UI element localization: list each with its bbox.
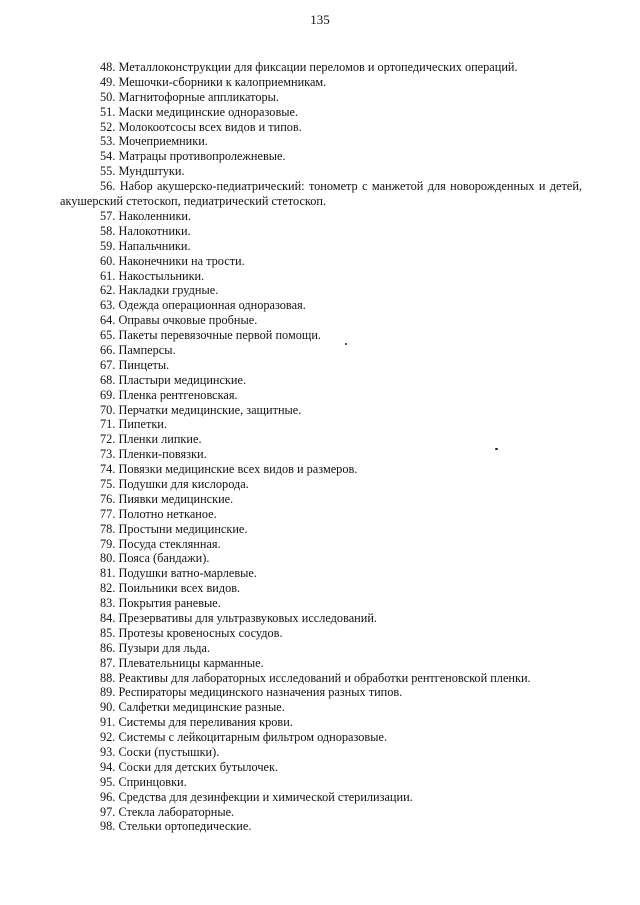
list-item: 77. Полотно нетканое.	[100, 506, 217, 521]
list-item: 48. Металлоконструкции для фиксации переломов и ортопедических операций.	[100, 60, 518, 74]
list-item: 93. Соски (пустышки).	[100, 745, 220, 759]
list-item: 55. Мундштуки.	[100, 164, 185, 179]
list-item: 89. Респираторы медицинского назначения разных типов.	[100, 685, 403, 700]
list-item: 51. Маски медицинские одноразовые.	[100, 104, 299, 119]
list-item: 72. Пленки липкие.	[100, 432, 202, 447]
scan-speck	[495, 448, 498, 450]
list-item: 65. Пакеты перевязочные первой помощи.	[100, 328, 322, 343]
list-item: 54. Матрацы противопролежневые.	[100, 149, 286, 164]
list-item: 76. Пиявки медицинские.	[100, 491, 234, 506]
list-item: 53. Мочеприемники.	[100, 134, 208, 149]
list-item: 79. Посуда стеклянная.	[100, 536, 221, 551]
list-item: 71. Пипетки.	[100, 417, 167, 432]
list-item: 83. Покрытия раневые.	[100, 596, 221, 611]
list-item: 73. Пленки-повязки.	[100, 447, 207, 462]
list-item: 59. Напальчники.	[100, 238, 191, 253]
list-item: 81. Подушки ватно-марлевые.	[100, 566, 257, 581]
list-item: 66. Памперсы.	[100, 342, 176, 357]
list-item: 50. Магнитофорные аппликаторы.	[100, 89, 279, 104]
list-item: 67. Пинцеты.	[100, 357, 170, 372]
list-item: 60. Наконечники на трости.	[100, 253, 245, 268]
list-item: 90. Салфетки медицинские разные.	[100, 700, 285, 715]
list-item: 84. Презервативы для ультразвуковых исследований.	[100, 610, 377, 625]
list-item: 98. Стельки ортопедические.	[100, 819, 252, 834]
list-item: 80. Пояса (бандажи).	[100, 551, 210, 566]
list-item: 82. Поильники всех видов.	[100, 581, 241, 596]
list-item: 75. Подушки для кислорода.	[100, 476, 249, 491]
list-item: 64. Оправы очковые пробные.	[100, 313, 258, 328]
list-item: 70. Перчатки медицинские, защитные.	[100, 402, 302, 417]
list-item: 92. Системы с лейкоцитарным фильтром одноразовые.	[100, 730, 388, 745]
list-item: 88. Реактивы для лабораторных исследований и обработки рентгеновской пленки.	[100, 670, 531, 685]
list-item: 62. Накладки грудные.	[100, 283, 219, 298]
list-item: 56. Набор акушерско-педиатрический: тонометр с манжетой для новорожденных и детей, акушерский стетоскоп, педиатрический стетоскоп.	[60, 179, 582, 209]
list-item: 94. Соски для детских бутылочек.	[100, 759, 279, 774]
item-list	[60, 60, 582, 834]
list-item: 97. Стекла лабораторные.	[100, 804, 235, 819]
list-item: 61. Накостыльники.	[100, 268, 205, 283]
list-item: 69. Пленка рентгеновская.	[100, 387, 238, 402]
list-item: 86. Пузыри для льда.	[100, 640, 211, 655]
list-item: 96. Средства для дезинфекции и химической стерилизации.	[100, 789, 413, 804]
list-item: 85. Протезы кровеносных сосудов.	[100, 625, 283, 640]
list-item: 74. Повязки медицинские всех видов и размеров.	[100, 462, 358, 477]
scan-speck	[345, 343, 347, 345]
list-item: 58. Налокотники.	[100, 223, 191, 238]
list-item: 87. Плевательницы карманные.	[100, 655, 264, 670]
list-item: 68. Пластыри медицинские.	[100, 372, 247, 387]
list-item: 57. Наколенники.	[100, 208, 192, 223]
list-item: 95. Спринцовки.	[100, 774, 187, 789]
list-item: 63. Одежда операционная одноразовая.	[100, 298, 306, 313]
list-item: 78. Простыни медицинские.	[100, 521, 248, 536]
list-item: 49. Мешочки-сборники к калоприемникам.	[100, 74, 327, 89]
page-number: 135	[310, 12, 330, 27]
list-item: 91. Системы для переливания крови.	[100, 715, 293, 730]
list-item: 52. Молокоотсосы всех видов и типов.	[100, 119, 302, 134]
